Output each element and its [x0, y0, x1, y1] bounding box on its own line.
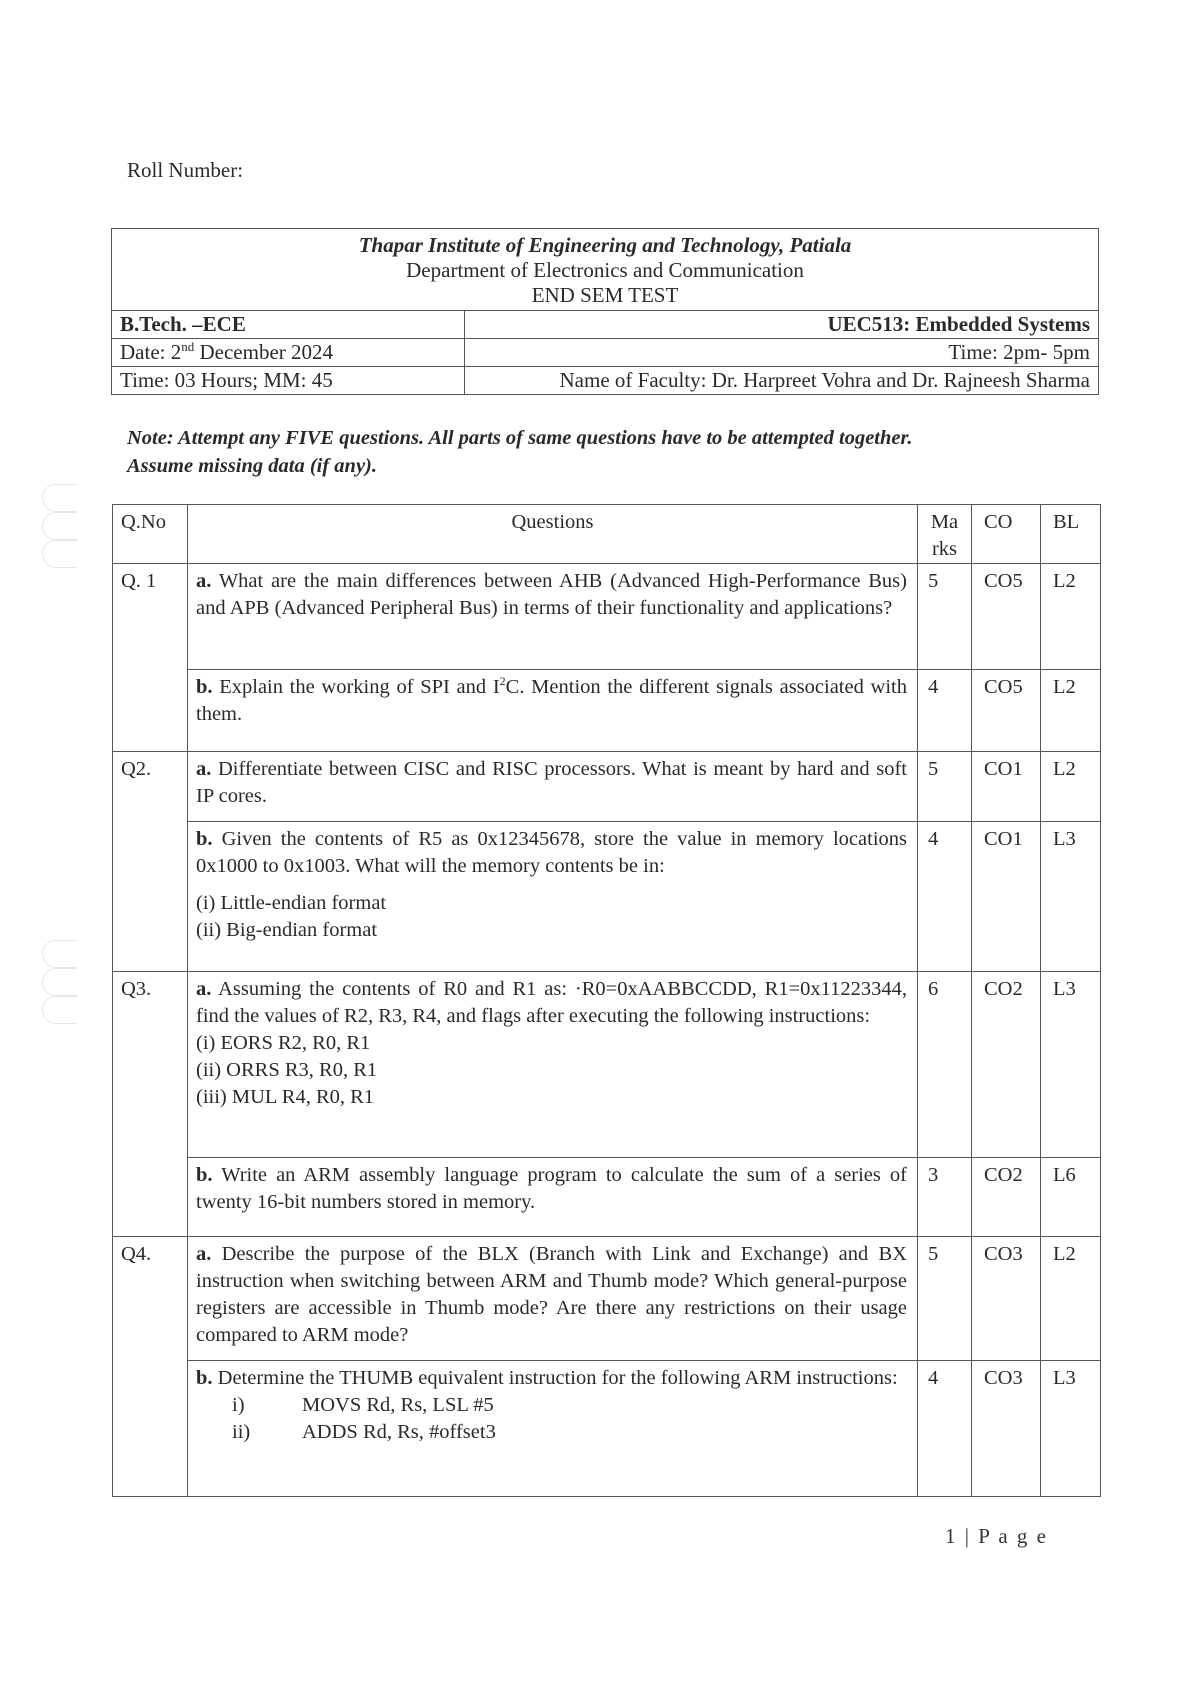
superscript: 2 [499, 674, 506, 689]
part-tag: a. [196, 978, 212, 1000]
header-qno: Q.No [113, 505, 188, 564]
questions-table [112, 504, 1101, 1497]
date-prefix: Date: 2 [120, 340, 182, 364]
header-bl: BL [1041, 505, 1101, 564]
exam-header-table [111, 228, 1099, 395]
question-number: Q4. [113, 1237, 188, 1497]
question-text [188, 752, 918, 822]
part-tag: a. [196, 1243, 212, 1265]
question-text [188, 1361, 918, 1497]
part-text: What are the main differences between AHB (Advanced High-Performance Bus) and APB (Advanced Peripheral Bus) in terms of their functionality and applications? [196, 570, 907, 619]
question-text [188, 564, 918, 670]
exam-time-slot: Time: 2pm- 5pm [465, 339, 1099, 367]
sub-item-number: ii) [232, 1421, 251, 1443]
table-row [113, 670, 1101, 752]
institute-name: Thapar Institute of Engineering and Technology, Patiala [358, 233, 852, 257]
faculty-names: Name of Faculty: Dr. Harpreet Vohra and Dr. Rajneesh Sharma [465, 367, 1099, 395]
co-value: CO2 [972, 1158, 1041, 1237]
part-tag: a. [196, 758, 212, 780]
punch-hole-mark [42, 484, 77, 512]
header-co: CO [972, 505, 1041, 564]
co-value: CO3 [972, 1361, 1041, 1497]
exam-name: END SEM TEST [531, 283, 679, 307]
note-line-1: Note: Attempt any FIVE questions. All parts of same questions have to be attempted together. [127, 427, 913, 449]
bl-value: L2 [1041, 1237, 1101, 1361]
marks-value: 5 [918, 752, 972, 822]
exam-date [112, 339, 465, 367]
bl-value: L2 [1041, 752, 1101, 822]
part-text: Assuming the contents of R0 and R1 as: ·R0=0xAABBCCDD, R1=0x11223344, find the values of R2, R3, R4, and flags after executing the following instructions: [196, 978, 907, 1027]
co-value: CO2 [972, 972, 1041, 1158]
table-row [113, 1237, 1101, 1361]
sub-item: (ii) ORRS R3, R0, R1 [196, 1059, 378, 1081]
part-tag: b. [196, 1164, 213, 1186]
sub-item-number: i) [232, 1394, 245, 1416]
marks-value: 3 [918, 1158, 972, 1237]
bl-value: L2 [1041, 564, 1101, 670]
department-name: Department of Electronics and Communication [406, 258, 804, 282]
question-text [188, 972, 918, 1158]
question-number: Q2. [113, 752, 188, 972]
co-value: CO1 [972, 822, 1041, 972]
co-value: CO3 [972, 1237, 1041, 1361]
part-tag: b. [196, 828, 213, 850]
roll-number-label: Roll Number: [127, 158, 244, 182]
date-suffix: December 2024 [194, 340, 334, 364]
bl-value: L2 [1041, 670, 1101, 752]
table-row [113, 822, 1101, 972]
bl-value: L6 [1041, 1158, 1101, 1237]
sub-item: (iii) MUL R4, R0, R1 [196, 1086, 375, 1108]
punch-hole-mark [42, 512, 77, 540]
instructions-note [127, 424, 1087, 480]
part-text: C. Mention the different signals associated with them. [196, 676, 907, 725]
table-row [113, 1361, 1101, 1497]
question-text [188, 822, 918, 972]
sub-item [196, 1392, 907, 1419]
question-number: Q. 1 [113, 564, 188, 752]
marks-value: 5 [918, 1237, 972, 1361]
marks-value: 4 [918, 1361, 972, 1497]
part-text: Differentiate between CISC and RISC processors. What is meant by hard and soft IP cores. [196, 758, 907, 807]
question-text [188, 1237, 918, 1361]
punch-hole-mark [42, 968, 77, 996]
part-text: Write an ARM assembly language program to calculate the sum of a series of twenty 16-bit numbers stored in memory. [196, 1164, 907, 1213]
co-value: CO1 [972, 752, 1041, 822]
sub-item [196, 1419, 907, 1446]
question-number: Q3. [113, 972, 188, 1237]
marks-value: 6 [918, 972, 972, 1158]
marks-value: 4 [918, 822, 972, 972]
part-text: Describe the purpose of the BLX (Branch with Link and Exchange) and BX instruction when switching between ARM and Thumb mode? Which general-purpose registers are accessible in Thumb mode? Are there any restrictions on their usage compared to ARM mode? [196, 1243, 907, 1346]
question-text [188, 1158, 918, 1237]
part-text: Given the contents of R5 as 0x12345678, store the value in memory locations 0x1000 to 0x1003. What will the memory contents be in: [196, 828, 907, 877]
punch-hole-mark [42, 540, 77, 568]
part-tag: b. [196, 676, 213, 698]
sub-item: (i) EORS R2, R0, R1 [196, 1032, 371, 1054]
punch-hole-mark [42, 940, 77, 968]
sub-item: (i) Little-endian format [196, 892, 387, 914]
header-marks: Ma rks [918, 505, 972, 564]
header-questions: Questions [188, 505, 918, 564]
part-text: Determine the THUMB equivalent instruction for the following ARM instructions: [212, 1367, 898, 1389]
question-text [188, 670, 918, 752]
part-tag: a. [196, 570, 212, 592]
table-row [113, 972, 1101, 1158]
page-number: 1 | P a g e [945, 1524, 1048, 1548]
table-row [113, 564, 1101, 670]
sub-item: (ii) Big-endian format [196, 919, 378, 941]
bl-value: L3 [1041, 972, 1101, 1158]
part-text: Explain the working of SPI and I [212, 676, 500, 698]
bl-value: L3 [1041, 822, 1101, 972]
table-header-row [113, 505, 1101, 564]
course-name: UEC513: Embedded Systems [465, 311, 1099, 339]
marks-value: 5 [918, 564, 972, 670]
marks-value: 4 [918, 670, 972, 752]
table-row [113, 1158, 1101, 1237]
sub-item-text: ADDS Rd, Rs, #offset3 [302, 1421, 496, 1443]
note-line-2: Assume missing data (if any). [127, 455, 378, 477]
punch-hole-mark [42, 996, 77, 1024]
part-tag: b. [196, 1367, 213, 1389]
co-value: CO5 [972, 564, 1041, 670]
co-value: CO5 [972, 670, 1041, 752]
table-row [113, 752, 1101, 822]
date-ordinal: nd [181, 339, 195, 354]
program-name: B.Tech. –ECE [112, 311, 465, 339]
bl-value: L3 [1041, 1361, 1101, 1497]
exam-duration: Time: 03 Hours; MM: 45 [112, 367, 465, 395]
header-title-cell [112, 229, 1099, 311]
sub-item-text: MOVS Rd, Rs, LSL #5 [302, 1394, 494, 1416]
